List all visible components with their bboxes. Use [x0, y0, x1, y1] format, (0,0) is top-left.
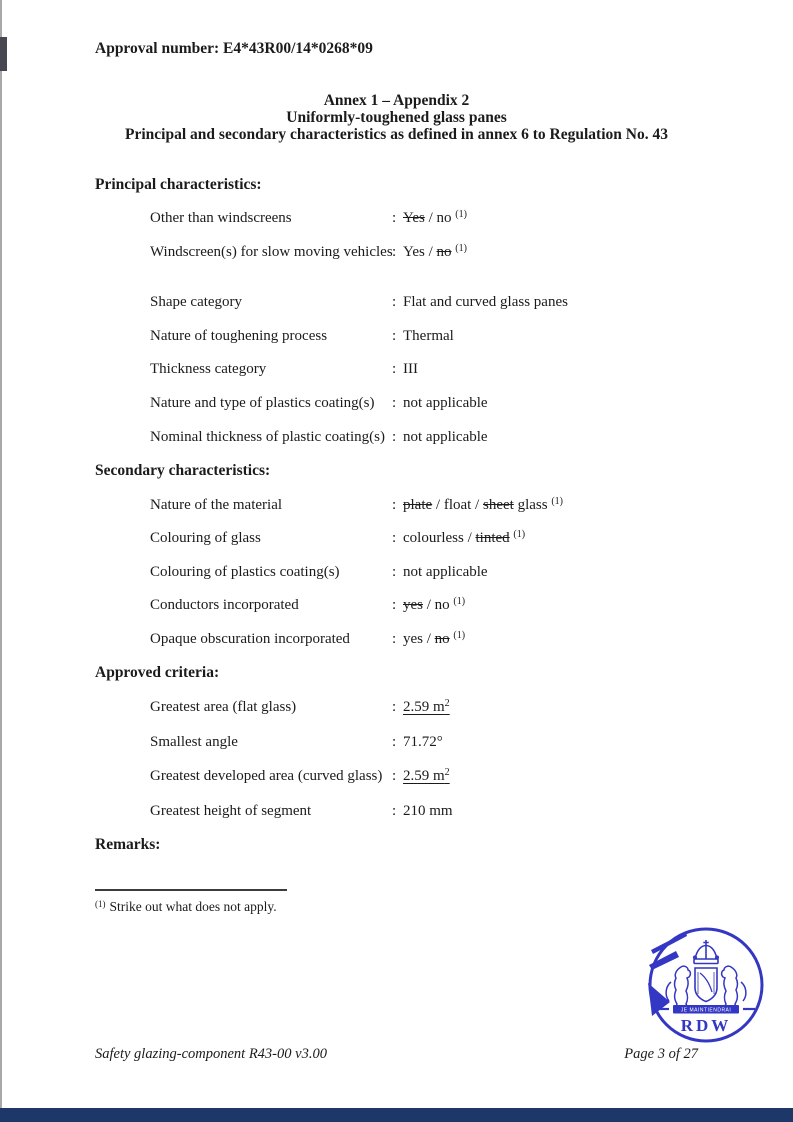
row-value [403, 529, 525, 549]
title-line-2: Uniformly-toughened glass panes [286, 109, 507, 126]
row-label: Colouring of glass [150, 530, 261, 546]
row-colon: : [392, 497, 397, 513]
value-segment: Thermal [403, 328, 454, 344]
page-left-edge-line [0, 0, 2, 1122]
rdw-stamp [645, 923, 767, 1045]
value-segment: (1) [551, 496, 563, 507]
row-colon: : [392, 803, 397, 819]
row-label: Thickness category [150, 361, 267, 377]
row-label: Nature of the material [150, 497, 283, 513]
value-segment: Yes [403, 210, 425, 226]
row-colon: : [392, 734, 397, 750]
row-colon: : [392, 244, 397, 260]
stamp-streak-icon [649, 951, 679, 970]
shield-icon [695, 968, 717, 1002]
value-segment: tinted [475, 530, 510, 546]
row-value [403, 496, 563, 516]
footer-page-number: Page 3 of 27 [624, 1046, 698, 1062]
stamp-org-text: RDW [680, 1016, 732, 1035]
value-segment: plate [403, 497, 433, 513]
lion-right-icon [722, 966, 746, 1010]
footnote [95, 899, 277, 915]
value-segment: (1) [453, 596, 466, 607]
section-heading-approved-criteria: Approved criteria: [95, 664, 220, 681]
value-segment: 2.59 m [403, 699, 445, 715]
row-colon: : [392, 564, 397, 580]
row-label: Greatest developed area (curved glass) [150, 768, 383, 784]
value-segment: 2 [444, 767, 450, 778]
row-colon: : [392, 395, 397, 411]
value-segment: / float / [432, 497, 483, 513]
row-label: Shape category [150, 294, 243, 310]
value-segment: III [403, 361, 418, 377]
row-colon: : [392, 294, 397, 310]
row-value [403, 243, 467, 263]
row-colon: : [392, 530, 397, 546]
row-value [403, 327, 454, 345]
row-colon: : [392, 361, 397, 377]
section-heading-secondary: Secondary characteristics: [95, 462, 271, 479]
value-segment: not applicable [403, 564, 488, 580]
row-label: Other than windscreens [150, 210, 292, 226]
bottom-bar [0, 1108, 793, 1122]
footer-document-version: Safety glazing-component R43-00 v3.00 [95, 1046, 327, 1062]
row-value [403, 802, 453, 820]
row-value [403, 209, 467, 229]
value-segment: Flat and curved glass panes [403, 294, 568, 310]
row-label: Conductors incorporated [150, 597, 299, 613]
value-segment: (1) [455, 209, 467, 220]
row-value [403, 767, 450, 787]
value-segment: (1) [453, 630, 466, 641]
approval-number: Approval number: E4*43R00/14*0268*09 [95, 40, 373, 57]
row-colon: : [392, 210, 397, 226]
value-segment: sheet [482, 497, 514, 513]
row-colon: : [392, 429, 397, 445]
crown-icon [694, 940, 719, 964]
lion-left-icon [666, 966, 690, 1010]
stamp-motto-text: JE MAINTIENDRAI [680, 1007, 732, 1014]
value-segment: (1) [455, 243, 467, 254]
row-label: Opaque obscuration incorporated [150, 631, 350, 647]
title-line-1: Annex 1 – Appendix 2 [323, 92, 470, 109]
value-segment: 210 mm [403, 803, 453, 819]
row-value [403, 563, 488, 581]
scan-artifact-notch [0, 37, 7, 71]
row-label: Greatest height of segment [150, 803, 312, 819]
row-label: Nominal thickness of plastic coating(s) [150, 429, 385, 445]
row-label: Nature of toughening process [150, 328, 328, 344]
row-value [403, 428, 488, 446]
value-segment: (1) [513, 529, 526, 540]
value-segment: yes [403, 597, 423, 613]
value-segment: colourless / [403, 530, 476, 546]
value-segment: 71.72° [403, 734, 443, 750]
row-label: Greatest area (flat glass) [150, 699, 297, 715]
value-segment: 2 [444, 698, 450, 709]
row-value [403, 698, 450, 718]
value-segment: Yes / [403, 244, 437, 260]
title-line-3: Principal and secondary characteristics as defined in annex 6 to Regulation No. 43 [125, 126, 668, 143]
value-segment: yes / [403, 631, 435, 647]
row-value [403, 394, 488, 412]
row-colon: : [392, 768, 397, 784]
row-value [403, 293, 568, 311]
footnote-marker: (1) [95, 899, 106, 909]
value-segment: no [434, 631, 450, 647]
footnote-rule [95, 889, 287, 891]
footnote-text: Strike out what does not apply. [109, 899, 277, 914]
row-colon: : [392, 328, 397, 344]
row-label: Windscreen(s) for slow moving vehicles [150, 244, 393, 260]
row-value [403, 630, 465, 650]
stamp-streak-icon [651, 932, 687, 954]
row-value [403, 733, 443, 751]
value-segment: / no [424, 210, 456, 226]
row-colon: : [392, 597, 397, 613]
row-value [403, 596, 465, 616]
value-segment: not applicable [403, 395, 488, 411]
row-colon: : [392, 631, 397, 647]
value-segment: 2.59 m [403, 768, 445, 784]
row-label: Nature and type of plastics coating(s) [150, 395, 375, 411]
row-label: Colouring of plastics coating(s) [150, 564, 340, 580]
value-segment: not applicable [403, 429, 488, 445]
row-value [403, 360, 418, 378]
document-title [0, 92, 793, 143]
row-colon: : [392, 699, 397, 715]
section-heading-principal: Principal characteristics: [95, 176, 262, 193]
value-segment: glass [513, 497, 552, 513]
row-label: Smallest angle [150, 734, 238, 750]
page-footer [95, 1046, 698, 1063]
value-segment: / no [423, 597, 454, 613]
section-heading-remarks: Remarks: [95, 836, 161, 853]
value-segment: no [436, 244, 452, 260]
